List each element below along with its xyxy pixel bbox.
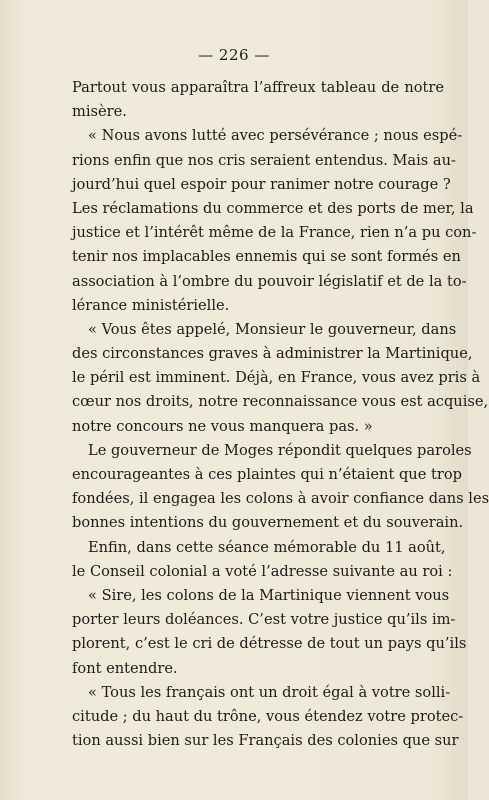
text-line: des circonstances graves à administrer la Martinique, bbox=[72, 345, 473, 363]
text-line: Partout vous apparaîtra l’affreux tableau de notre bbox=[72, 79, 444, 96]
text-line: encourageantes à ces plaintes qui n’étaient que trop bbox=[72, 466, 462, 483]
text-line: le Conseil colonial a voté l’adresse suivante au roi : bbox=[72, 562, 453, 580]
text-line: plorent, c’est le cri de détresse de tout un pays qu’ils bbox=[72, 635, 467, 653]
body-text bbox=[72, 76, 489, 753]
text-line: notre concours ne vous manquera pas. » bbox=[72, 417, 373, 435]
text-line: font entendre. bbox=[72, 659, 178, 677]
text-line: « Tous les français ont un droit égal à votre solli- bbox=[88, 683, 451, 701]
text-line: misère. bbox=[72, 103, 127, 121]
text-line: porter leurs doléances. C’est votre justice qu’ils im- bbox=[72, 611, 456, 629]
text-line: lérance ministérielle. bbox=[72, 296, 230, 314]
text-line: justice et l’intérêt même de la France, rien n’a pu con- bbox=[72, 224, 477, 242]
text-line: Enfin, dans cette séance mémorable du 11 août, bbox=[88, 538, 446, 556]
text-line: jourd’hui quel espoir pour ranimer notre courage ? bbox=[72, 175, 451, 193]
page-number: — 226 — bbox=[198, 46, 270, 64]
text-line: cœur nos droits, notre reconnaissance vous est acquise, bbox=[72, 393, 489, 411]
text-line: rions enfin que nos cris seraient entendus. Mais au- bbox=[72, 151, 456, 169]
text-line: le péril est imminent. Déjà, en France, vous avez pris à bbox=[72, 369, 481, 387]
text-line: Les réclamations du commerce et des ports de mer, la bbox=[72, 199, 474, 217]
text-line: Le gouverneur de Moges répondit quelques paroles bbox=[88, 441, 472, 459]
text-line: « Nous avons lutté avec persévérance ; nous espé- bbox=[88, 127, 463, 145]
text-line: « Sire, les colons de la Martinique viennent vous bbox=[88, 586, 450, 604]
text-line: tenir nos implacables ennemis qui se sont formés en bbox=[72, 248, 461, 266]
text-line: association à l’ombre du pouvoir législatif et de la to- bbox=[72, 272, 467, 290]
text-line: « Vous êtes appelé, Monsieur le gouverneur, dans bbox=[88, 320, 457, 338]
text-line: fondées, il engagea les colons à avoir confiance dans les bbox=[72, 490, 489, 508]
text-line: citude ; du haut du trône, vous étendez votre protec- bbox=[72, 707, 464, 725]
text-line: bonnes intentions du gouvernement et du souverain. bbox=[72, 514, 464, 532]
text-line: tion aussi bien sur les Français des colonies que sur bbox=[72, 732, 459, 750]
